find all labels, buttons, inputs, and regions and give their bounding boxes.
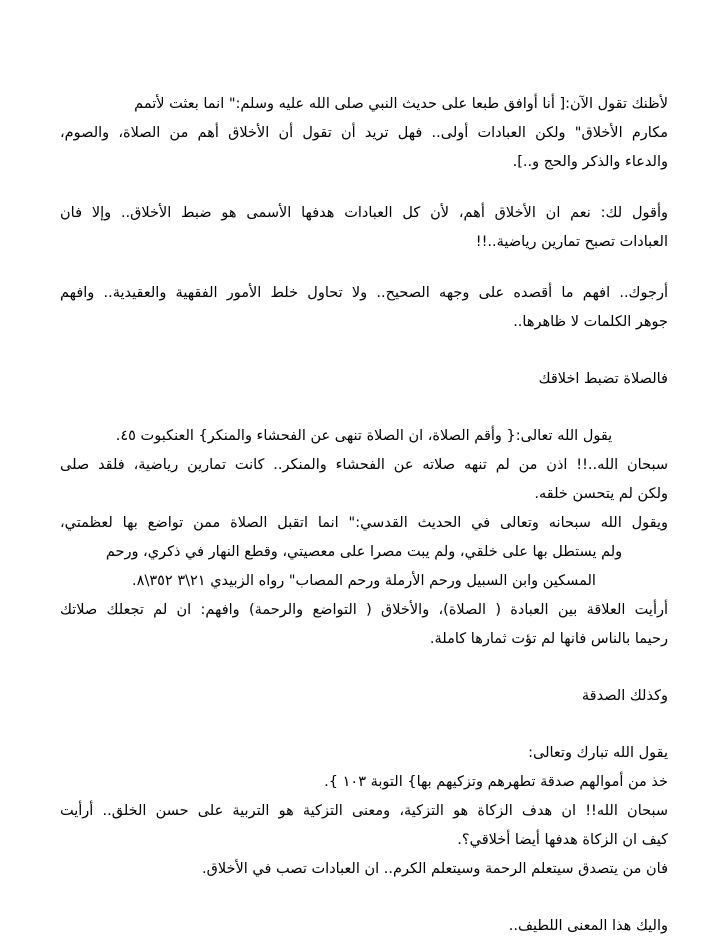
text-line: أرجوك.. افهم ما أقصده على وجهه الصحيح.. ولا تحاول خلط الأمور الفقهية والعقيدية.. وافهم — [60, 285, 668, 301]
text-line: العبادات تصبح تمارين رياضية..!! — [475, 234, 668, 250]
text-line: وكذلك الصدقة — [581, 688, 668, 704]
text-line: كيف ان الزكاة هدفها أيضا أخلاقي؟. — [457, 832, 668, 848]
text-line: ولكن لم يتحسن خلقه. — [534, 486, 668, 502]
paragraph — [60, 422, 668, 654]
paragraph-gap — [60, 654, 668, 682]
paragraph — [60, 912, 668, 941]
text-line: ويقول الله سبحانه وتعالى في الحديث القدسي:" انما اتقبل الصلاة ممن تواضع بها لعظمتي، — [60, 515, 668, 531]
paragraph-gap — [60, 884, 668, 912]
text-line: سبحان الله!! ان هدف الزكاة هو التزكية، ومعنى التزكية هو التربية على حسن الخلق.. أرأيت — [60, 803, 668, 819]
text-line: لأظنك تقول الآن:[ أنا أوافق طبعا على حديث النبي صلى الله عليه وسلم:" انما بعثت لأتمم — [134, 96, 668, 112]
paragraph — [60, 279, 668, 337]
text-line: سبحان الله..!! اذن من لم تنهه صلاته عن الفحشاء والمنكر.. كانت تمارين رياضية، فلقد صلى — [60, 457, 668, 473]
text-line: وأقول لك: نعم ان الأخلاق أهم، لأن كل العبادات هدفها الأسمى هو ضبط الأخلاق.. وإلا فان — [60, 205, 668, 221]
text-line: ولم يستطل بها على خلقي، ولم يبت مصرا على معصيتي، وقطع النهار في ذكري، ورحم — [105, 544, 623, 560]
text-line: مكارم الأخلاق" ولكن العبادات أولى.. فهل تريد أن تقول أن الأخلاق أهم من الصلاة، والصوم، — [60, 125, 668, 141]
paragraph — [60, 199, 668, 257]
text-line: أرأيت العلاقة بين العبادة ( الصلاة)، والأخلاق ( التواضع والرحمة) وافهم: ان لم تجعلك صلاتك — [60, 602, 668, 618]
paragraph — [60, 739, 668, 884]
text-line: فان من يتصدق سيتعلم الرحمة وسيتعلم الكرم.. ان العبادات تصب في الأخلاق. — [202, 861, 668, 877]
text-line: جوهر الكلمات لا ظاهرها.. — [513, 314, 668, 330]
text-line: واليك هذا المعنى اللطيف.. — [508, 918, 668, 934]
text-line: والدعاء والذكر والحج و..]. — [512, 154, 668, 170]
text-line: يقول الله تعالى:{ وأقم الصلاة، ان الصلاة تنهى عن الفحشاء والمنكر} العنكبوت ٤٥. — [115, 428, 613, 444]
text-line: يقول الله تبارك وتعالى: — [528, 745, 668, 761]
paragraph — [60, 365, 668, 394]
document-body — [60, 90, 668, 941]
paragraph-gap — [60, 711, 668, 739]
paragraph — [60, 90, 668, 177]
paragraph — [60, 682, 668, 711]
text-line: المسكين وابن السبيل ورحم الأرملة ورحم المصاب" رواه الزبيدي ٢١\٣ ٣٥٢\٨. — [132, 573, 596, 589]
paragraph-gap — [60, 257, 668, 279]
paragraph-gap — [60, 337, 668, 365]
text-line: فالصلاة تضبط اخلاقك — [538, 371, 668, 387]
text-line: خذ من أموالهم صدقة تطهرهم وتزكيهم بها} التوبة ١٠٣ }. — [324, 774, 668, 790]
text-line: رحيما بالناس فانها لم تؤت ثمارها كاملة. — [429, 631, 668, 647]
paragraph-gap — [60, 177, 668, 199]
paragraph-gap — [60, 394, 668, 422]
